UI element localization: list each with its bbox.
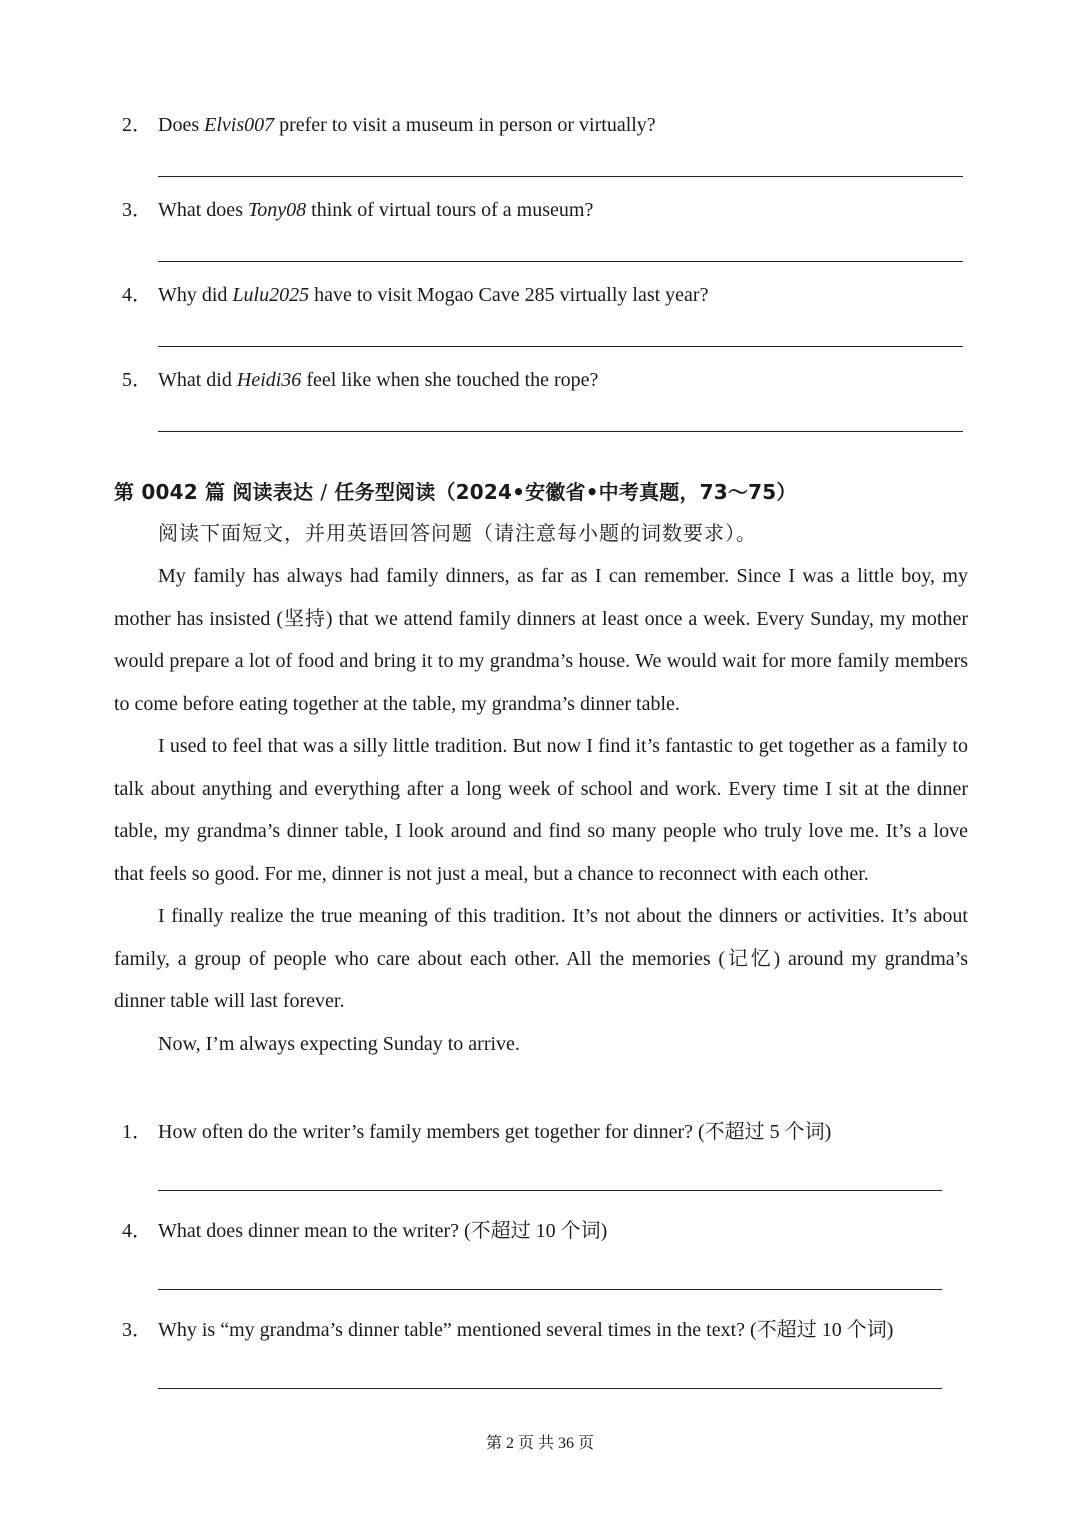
question-number: 2． [122,114,152,136]
username: Heidi36 [236,369,302,391]
question-number: 3． [122,199,152,221]
question-text: Why is “my grandma’s dinner table” mentioned several times in the text? (不超过 10 个词) [158,1319,894,1341]
instruction: 阅读下面短文，并用英语回答问题（请注意每小题的词数要求）。 [158,521,757,545]
question-1 [122,1120,831,1144]
paragraph: I finally realize the true meaning of this tradition. It’s not about the dinners or activities. It’s about family, a group of people who care about each other. All the memories (记忆) around my grandma’s dinner table will last forever. [114,905,968,1012]
question-4b [122,1219,607,1243]
username: Elvis007 [204,114,275,136]
paragraph: I used to feel that was a silly little tradition. But now I find it’s fantastic to get together as a family to talk about anything and everything after a long week of school and work. Every time I sit at the dinner table, my grandma’s dinner table, I look around and find so many people who truly love me. It’s a love that feels so good. For me, dinner is not just a meal, but a chance to reconnect with each other. [114,735,968,885]
answer-line[interactable] [158,1388,942,1389]
section-heading: 第 0042 篇 阅读表达 / 任务型阅读（2024•安徽省•中考真题，73～75） [114,480,797,504]
question-number: 1． [122,1121,152,1143]
answer-line[interactable] [158,346,963,347]
answer-line[interactable] [158,176,963,177]
question-text: What does dinner mean to the writer? (不超过 10 个词) [158,1220,608,1242]
paragraph: Now, I’m always expecting Sunday to arrive. [158,1032,520,1055]
question-4: 4． Why did Lulu2025 have to visit Mogao Cave 285 virtually last year? [122,284,709,306]
question-number: 3． [122,1319,152,1341]
answer-line[interactable] [158,431,963,432]
question-5: 5． What did Heidi36 feel like when she touched the rope? [122,369,599,391]
question-number: 5． [122,369,152,391]
answer-line[interactable] [158,261,963,262]
question-text: How often do the writer’s family members get together for dinner? (不超过 5 个词) [158,1121,832,1143]
reading-passage [114,555,968,1065]
question-3: 3． What does Tony08 think of virtual tours of a museum? [122,199,594,221]
question-3b [122,1318,893,1342]
username: Tony08 [247,199,307,221]
username: Lulu2025 [232,284,310,306]
question-number: 4． [122,284,152,306]
page-number: 第 2 页 共 36 页 [485,1435,594,1452]
answer-line[interactable] [158,1289,942,1290]
answer-line[interactable] [158,1190,942,1191]
paragraph: My family has always had family dinners, as far as I can remember. Since I was a little boy, my mother has insisted (坚持) that we attend family dinners at least once a week. Every Sunday, my mother would prepare a lot of food and bring it to my grandma’s house. We would wait for more family members to come before eating together at the table, my grandma’s dinner table. [114,565,968,715]
question-2: 2． Does Elvis007 prefer to visit a museum in person or virtually? [122,114,656,136]
question-number: 4． [122,1220,152,1242]
